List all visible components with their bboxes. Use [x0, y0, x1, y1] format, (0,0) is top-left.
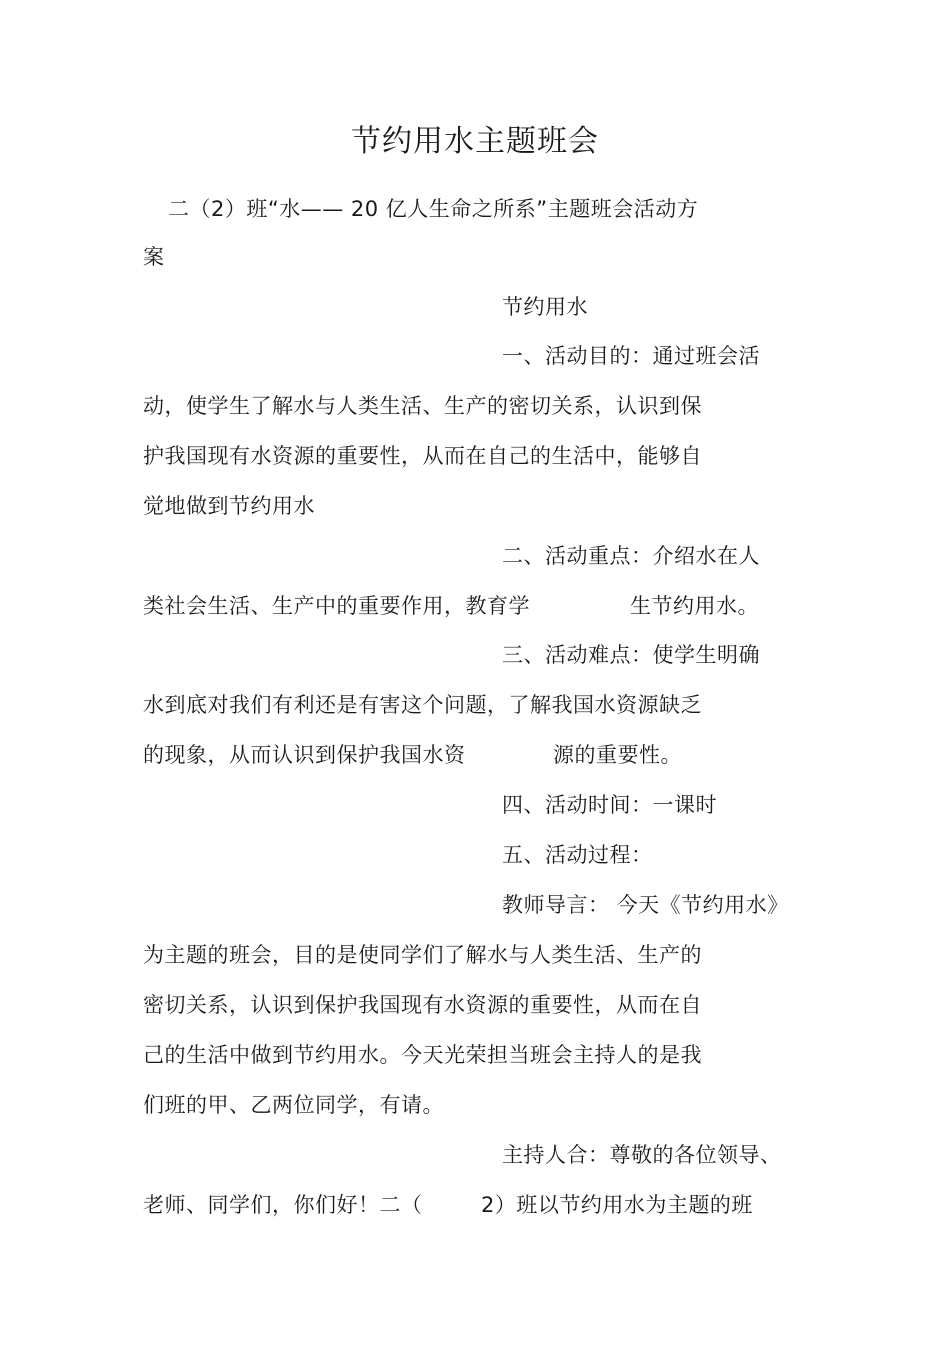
teacher-line-5: 们班的甲、乙两位同学，有请。 — [143, 1093, 444, 1117]
host-line-2a: 老师、同学们，你们好！二（ — [143, 1193, 423, 1217]
document-title: 节约用水主题班会 — [351, 124, 599, 159]
goal-line-4: 觉地做到节约用水 — [143, 494, 315, 518]
goal-line-2: 动，使学生了解水与人类生活、生产的密切关系，认识到保 — [143, 394, 702, 418]
goal-line-3: 护我国现有水资源的重要性，从而在自己的生活中，能够自 — [143, 444, 702, 468]
section-heading: 节约用水 — [502, 295, 588, 319]
focus-line-2b: 生节约用水。 — [630, 594, 759, 618]
teacher-line-4: 己的生活中做到节约用水。今天光荣担当班会主持人的是我 — [143, 1043, 702, 1067]
difficulty-line-3a: 的现象，从而认识到保护我国水资 — [143, 743, 466, 767]
host-line-2b: 2）班以节约用水为主题的班 — [481, 1193, 753, 1217]
focus-line-1: 二、活动重点：介绍水在人 — [502, 544, 760, 568]
subtitle-line-1: 二（2）班“水—— 20 亿人生命之所系”主题班会活动方 — [168, 197, 699, 221]
teacher-line-1: 教师导言： 今天《节约用水》 — [502, 893, 789, 917]
time-line: 四、活动时间：一课时 — [502, 793, 717, 817]
subtitle-line-2: 案 — [143, 245, 165, 269]
difficulty-line-3b: 源的重要性。 — [553, 743, 682, 767]
teacher-line-3: 密切关系，认识到保护我国现有水资源的重要性，从而在自 — [143, 993, 702, 1017]
difficulty-line-2: 水到底对我们有利还是有害这个问题，了解我国水资源缺乏 — [143, 693, 702, 717]
goal-line-1: 一、活动目的：通过班会活 — [502, 344, 760, 368]
focus-line-2a: 类社会生活、生产中的重要作用，教育学 — [143, 594, 530, 618]
difficulty-line-1: 三、活动难点：使学生明确 — [502, 643, 760, 667]
teacher-line-2: 为主题的班会，目的是使同学们了解水与人类生活、生产的 — [143, 943, 702, 967]
host-line-1: 主持人合：尊敬的各位领导、 — [502, 1143, 782, 1167]
process-line: 五、活动过程： — [502, 843, 653, 867]
